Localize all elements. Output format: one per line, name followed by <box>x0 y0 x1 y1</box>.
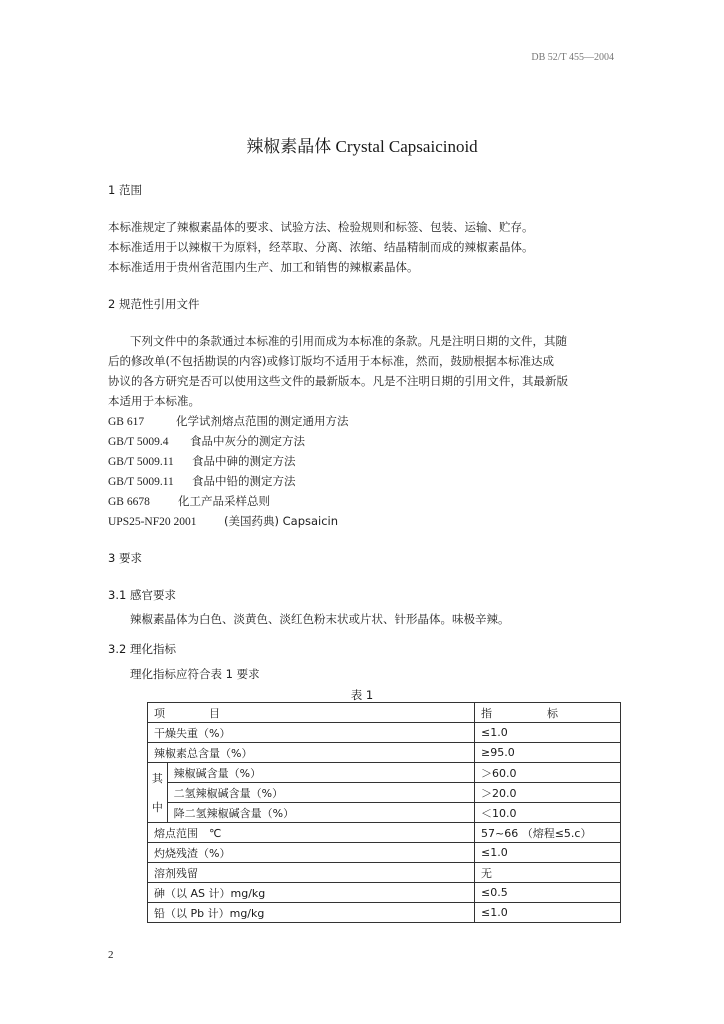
table-cell-item: 熔点范围 ℃ <box>148 823 475 843</box>
reference-name: 食品中砷的测定方法 <box>192 454 296 468</box>
table-cell-item: 二氢辣椒碱含量（%） <box>167 783 474 803</box>
table-cell-item: 灼烧残渣（%） <box>148 843 475 863</box>
table-row <box>148 823 621 843</box>
table-cell-value: ≤1.0 <box>475 903 621 923</box>
reference-code: UPS25-NF20 2001 <box>108 516 197 528</box>
reference-name: 化工产品采样总则 <box>178 494 270 508</box>
section-3-2-text: 理化指标应符合表 1 要求 <box>130 667 260 681</box>
page-title: 辣椒素晶体 Crystal Capsaicinoid <box>246 137 478 156</box>
table-cell-value: ＜10.0 <box>475 803 621 823</box>
table-cell-value: ≤1.0 <box>475 723 621 743</box>
reference-name: 食品中灰分的测定方法 <box>190 434 305 448</box>
reference-code: GB/T 5009.11 <box>108 456 174 468</box>
table-cell-value: ≤0.5 <box>475 883 621 903</box>
table-cell-item: 溶剂残留 <box>148 863 475 883</box>
reference-code: GB 6678 <box>108 496 150 508</box>
table-cell-item: 辣椒碱含量（%） <box>167 763 474 783</box>
spec-table <box>147 702 621 923</box>
table-header-row <box>148 703 621 723</box>
table-cell-item: 干燥失重（%） <box>148 723 475 743</box>
reference-item <box>108 433 305 449</box>
document-code-header: DB 52/T 455—2004 <box>531 52 614 63</box>
reference-item <box>108 473 296 489</box>
page-number: 2 <box>108 949 114 961</box>
table-cell-value: 57~66 （熔程≤5.c） <box>475 823 621 843</box>
table-cell-value: 无 <box>475 863 621 883</box>
reference-name: 化学试剂熔点范围的测定通用方法 <box>176 414 349 428</box>
section-1-heading: 1 范围 <box>108 183 142 197</box>
table-row <box>148 743 621 763</box>
section-3-1-text: 辣椒素晶体为白色、淡黄色、淡红色粉末状或片状、针形晶体。味极辛辣。 <box>130 612 510 626</box>
section-2-para-line: 协议的各方研究是否可以使用这些文件的最新版本。凡是不注明日期的引用文件，其最新版 <box>108 374 568 388</box>
section-3-heading: 3 要求 <box>108 551 142 565</box>
table-header-index: 指 标 <box>475 703 621 723</box>
section-2-para-line: 本适用于本标准。 <box>108 394 200 408</box>
reference-code: GB/T 5009.4 <box>108 436 169 448</box>
reference-item <box>108 413 349 429</box>
section-2-para-line: 下列文件中的条款通过本标准的引用而成为本标准的条款。凡是注明日期的文件，其随 <box>130 334 567 348</box>
table-row <box>148 723 621 743</box>
table-row <box>148 883 621 903</box>
table-cell-item: 辣椒素总含量（%） <box>148 743 475 763</box>
table-cell-value: ＞20.0 <box>475 783 621 803</box>
reference-name: 食品中铅的测定方法 <box>192 474 296 488</box>
table-row <box>148 803 621 823</box>
table-row <box>148 783 621 803</box>
section-1-line: 本标准适用于以辣椒干为原料，经萃取、分离、浓缩、结晶精制而成的辣椒素晶体。 <box>108 240 534 254</box>
table-row <box>148 903 621 923</box>
table-row <box>148 763 621 783</box>
table-caption: 表 1 <box>350 688 374 702</box>
section-2-para-line: 后的修改单(不包括勘误的内容)或修订版均不适用于本标准，然而，鼓励根据本标准达成 <box>108 354 554 368</box>
table-header-item: 项 目 <box>148 703 475 723</box>
section-3-2-heading: 3.2 理化指标 <box>108 642 176 656</box>
reference-item <box>108 453 296 469</box>
table-side-label <box>148 763 168 823</box>
section-1-line: 本标准适用于贵州省范围内生产、加工和销售的辣椒素晶体。 <box>108 260 419 274</box>
section-1-line: 本标准规定了辣椒素晶体的要求、试验方法、检验规则和标签、包装、运输、贮存。 <box>108 220 534 234</box>
side-label-char: 中 <box>151 801 163 814</box>
table-cell-value: ＞60.0 <box>475 763 621 783</box>
section-2-heading: 2 规范性引用文件 <box>108 297 200 311</box>
reference-code: GB/T 5009.11 <box>108 476 174 488</box>
side-label-char: 其 <box>151 772 163 785</box>
reference-item <box>108 493 270 509</box>
table-cell-item: 砷（以 AS 计）mg/kg <box>148 883 475 903</box>
table-cell-item: 铅（以 Pb 计）mg/kg <box>148 903 475 923</box>
section-3-1-heading: 3.1 感官要求 <box>108 588 176 602</box>
table-cell-item: 降二氢辣椒碱含量（%） <box>167 803 474 823</box>
reference-item <box>108 513 338 529</box>
table-row <box>148 863 621 883</box>
table-cell-value: ≥95.0 <box>475 743 621 763</box>
table-row <box>148 843 621 863</box>
table-cell-value: ≤1.0 <box>475 843 621 863</box>
reference-name: (美国药典) Capsaicin <box>224 514 339 528</box>
reference-code: GB 617 <box>108 416 145 428</box>
